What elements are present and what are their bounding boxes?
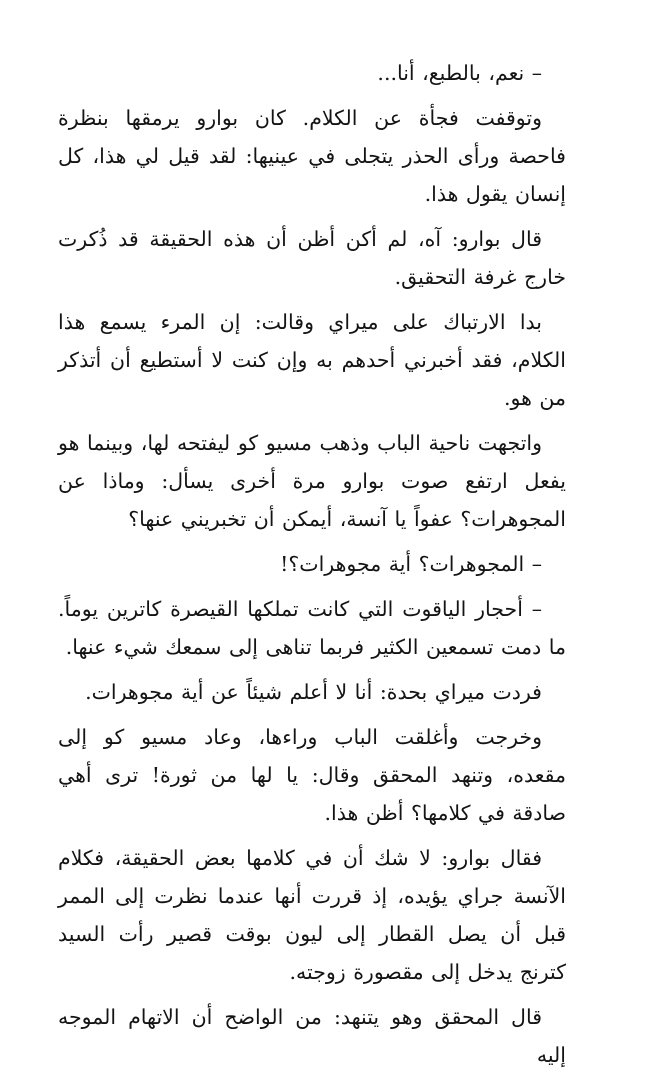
- book-page: [58, 54, 566, 1081]
- paragraph: واتجهت ناحية الباب وذهب مسيو كو ليفتحه لها، وبينما هو يفعل ارتفع صوت بوارو مرة أخرى يسأل: وماذا عن المجوهرات؟ عفواً يا آنسة، أيمكن أن تخبريني عنها؟: [58, 431, 566, 531]
- paragraph: فردت ميراي بحدة: أنا لا أعلم شيئاً عن أية مجوهرات.: [85, 680, 542, 704]
- paragraph: فقال بوارو: لا شك أن في كلامها بعض الحقيقة، فكلام الآنسة جراي يؤيده، إذ قررت أنها عندما نظرت إلى الممر قبل أن يصل القطار إلى ليون بوقت قصير رأت السيد كترنج يدخل إلى مقصورة زوجته.: [58, 846, 566, 984]
- paragraph: – نعم، بالطبع، أنا...: [377, 61, 542, 85]
- paragraph: – أحجار الياقوت التي كانت تملكها القيصرة كاترين يوماً. ما دمت تسمعين الكثير فربما تناهى إلى سمعك شيء عنها.: [58, 597, 566, 659]
- paragraph: وخرجت وأغلقت الباب وراءها، وعاد مسيو كو إلى مقعده، وتنهد المحقق وقال: يا لها من ثورة! ترى أهي صادقة في كلامها؟ أظن هذا.: [58, 725, 566, 825]
- paragraph: وتوقفت فجأة عن الكلام. كان بوارو يرمقها بنظرة فاحصة ورأى الحذر يتجلى في عينيها: لقد قيل لي هذا، كل إنسان يقول هذا.: [58, 106, 566, 206]
- paragraph: قال بوارو: آه، لم أكن أظن أن هذه الحقيقة قد ذُكرت خارج غرفة التحقيق.: [58, 227, 566, 289]
- paragraph: بدا الارتباك على ميراي وقالت: إن المرء يسمع هذا الكلام، فقد أخبرني أحدهم به وإن كنت لا أستطيع أن أتذكر من هو.: [58, 310, 566, 410]
- paragraph: قال المحقق وهو يتنهد: من الواضح أن الاتهام الموجه إليه: [58, 1005, 566, 1067]
- paragraph: – المجوهرات؟ أية مجوهرات؟!: [280, 552, 542, 576]
